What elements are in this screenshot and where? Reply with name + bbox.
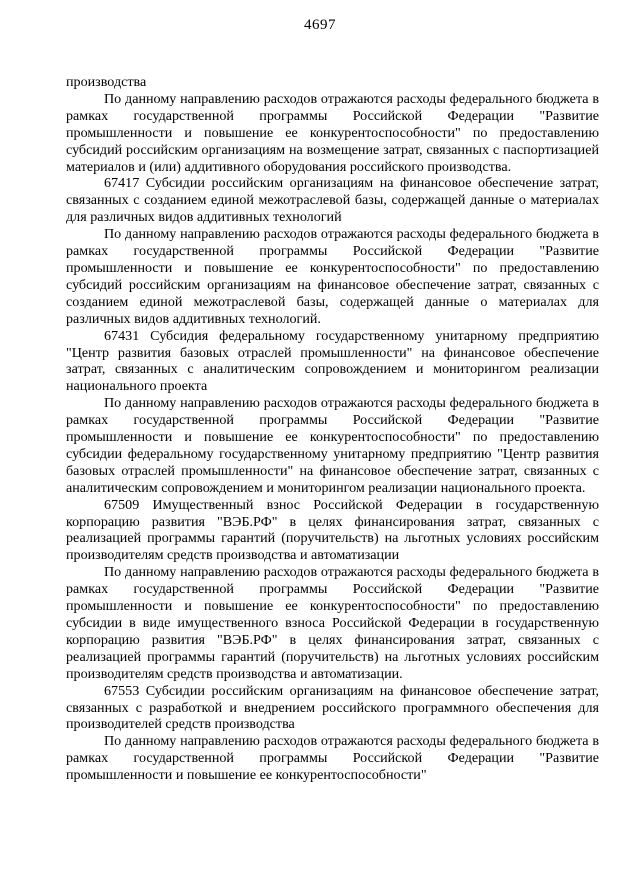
paragraph-description: По данному направлению расходов отражаются расходы федерального бюджета в рамках государственной программы Российской Федерации "Развитие промышленности и повышение ее конкурентоспособности" по предоставлению субсидий российским организациям на финансовое обеспечение затрат, связанных с созданием единой межотраслевой базы, содержащей данные о материалах для различных видов аддитивных технологий. (66, 226, 599, 327)
paragraph-code-67553: 67553 Субсидии российским организациям на финансовое обеспечение затрат, связанных с разработкой и внедрением российского программного обеспечения для производителей средств производства (66, 682, 599, 733)
document-body (66, 74, 599, 784)
paragraph-description: По данному направлению расходов отражаются расходы федерального бюджета в рамках государственной программы Российской Федерации "Развитие промышленности и повышение ее конкурентоспособности" по предоставлению субсидии в виде имущественного взноса Российской Федерации в государственную корпорацию развития "ВЭБ.РФ" в целях финансирования затрат, связанных с реализацией программы гарантий (поручительств) на льготных условиях российским производителям средств производства и автоматизации. (66, 564, 599, 682)
paragraph-code-67417: 67417 Субсидии российским организациям на финансовое обеспечение затрат, связанных с созданием единой межотраслевой базы, содержащей данные о материалах для различных видов аддитивных технологий (66, 175, 599, 226)
page-number: 4697 (304, 17, 336, 33)
paragraph-code-67431: 67431 Субсидия федеральному государственному унитарному предприятию "Центр развития базовых отраслей промышленности" на финансовое обеспечение затрат, связанных с аналитическим сопровождением и мониторингом реализации национального проекта (66, 327, 599, 395)
paragraph-description: По данному направлению расходов отражаются расходы федерального бюджета в рамках государственной программы Российской Федерации "Развитие промышленности и повышение ее конкурентоспособности" по предоставлению субсидии федеральному государственному унитарному предприятию "Центр развития базовых отраслей промышленности" на финансовое обеспечение затрат, связанных с аналитическим сопровождением и мониторингом реализации национального проекта. (66, 395, 599, 496)
paragraph-code-67509: 67509 Имущественный взнос Российской Федерации в государственную корпорацию развития "ВЭБ.РФ" в целях финансирования затрат, связанных с реализацией программы гарантий (поручительств) на льготных условиях российским производителям средств производства и автоматизации (66, 496, 599, 564)
paragraph-description: По данному направлению расходов отражаются расходы федерального бюджета в рамках государственной программы Российской Федерации "Развитие промышленности и повышение ее конкурентоспособности" по предоставлению субсидий российским организациям на возмещение затрат, связанных с паспортизацией материалов и (или) аддитивного оборудования российского производства. (66, 90, 599, 175)
paragraph-continuation: производства (66, 74, 147, 90)
paragraph-description: По данному направлению расходов отражаются расходы федерального бюджета в рамках государственной программы Российской Федерации "Развитие промышленности и повышение ее конкурентоспособности" (66, 733, 599, 784)
